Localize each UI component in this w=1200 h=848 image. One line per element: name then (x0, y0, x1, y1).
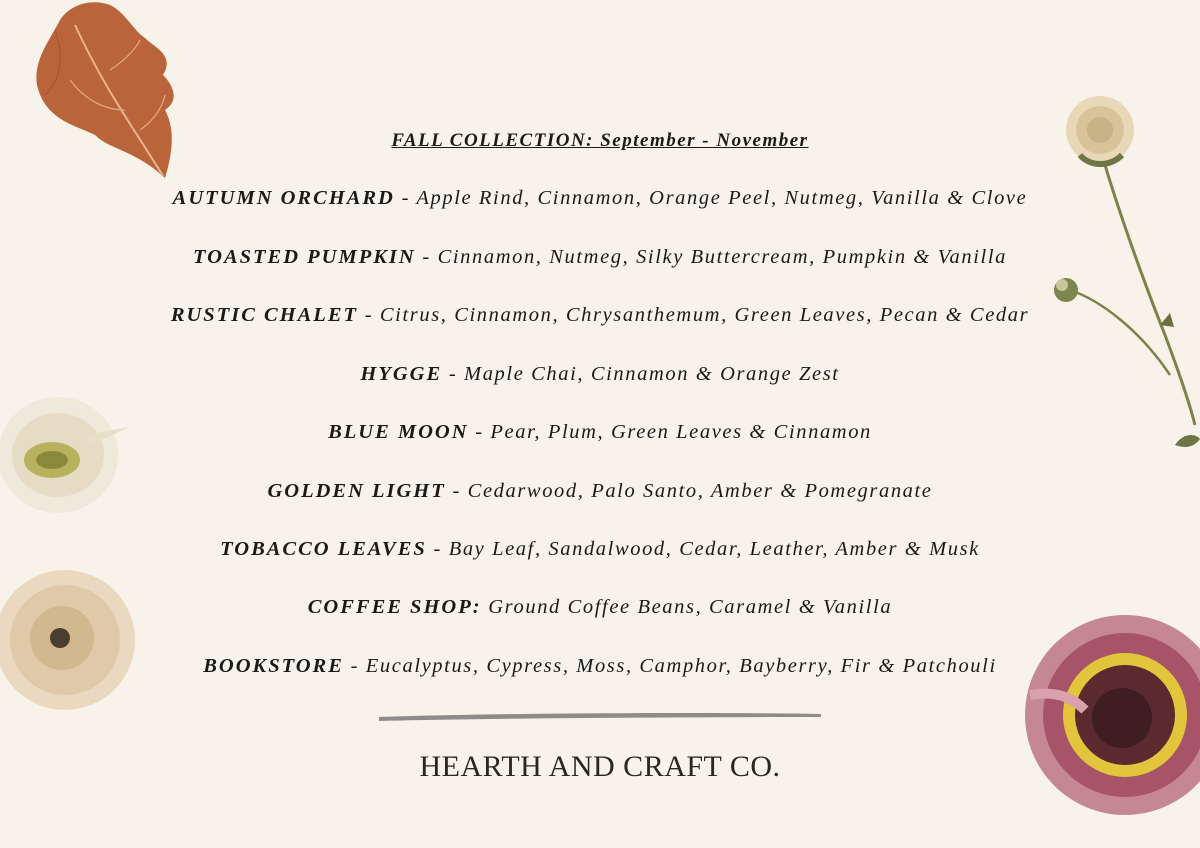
cream-dried-flower-illustration (0, 558, 140, 723)
scent-separator: - (468, 421, 491, 443)
scent-name: TOBACCO LEAVES (220, 538, 427, 560)
pink-dried-flower-illustration (1010, 600, 1200, 820)
brush-divider (375, 708, 825, 724)
scent-item (0, 655, 1200, 678)
scent-item (0, 421, 1200, 444)
white-dried-flower-illustration (0, 390, 140, 525)
scent-notes: Cinnamon, Nutmeg, Silky Buttercream, Pumpkin & Vanilla (437, 246, 1007, 268)
scent-item (0, 304, 1200, 327)
scent-separator: - (394, 187, 417, 209)
scent-notes: Apple Rind, Cinnamon, Orange Peel, Nutmeg, Vanilla & Clove (416, 187, 1028, 209)
scent-notes: Pear, Plum, Green Leaves & Cinnamon (490, 421, 872, 443)
scent-notes: Bay Leaf, Sandalwood, Cedar, Leather, Amber & Musk (448, 538, 980, 560)
scent-separator: - (445, 480, 468, 502)
scent-separator: - (426, 538, 449, 560)
scent-item (0, 538, 1200, 561)
scent-name: BOOKSTORE (203, 655, 344, 677)
scent-item (0, 246, 1200, 269)
scent-item (0, 363, 1200, 386)
scent-name: TOASTED PUMPKIN (192, 246, 416, 268)
scent-notes: Ground Coffee Beans, Caramel & Vanilla (488, 596, 893, 618)
scent-item (0, 596, 1200, 619)
scent-separator: - (358, 304, 380, 326)
brand-name: HEARTH AND CRAFT CO. (419, 750, 781, 783)
scent-item (0, 480, 1200, 503)
scent-separator: - (415, 246, 438, 268)
scent-notes: Cedarwood, Palo Santo, Amber & Pomegranate (467, 480, 933, 502)
scent-item (0, 187, 1200, 210)
scent-notes: Eucalyptus, Cypress, Moss, Camphor, Bayberry, Fir & Patchouli (365, 655, 997, 677)
scent-name: BLUE MOON (328, 421, 469, 443)
scent-notes: Citrus, Cinnamon, Chrysanthemum, Green Leaves, Pecan & Cedar (379, 304, 1030, 326)
collection-heading: FALL COLLECTION: September - November (391, 130, 809, 151)
scent-notes: Maple Chai, Cinnamon & Orange Zest (464, 363, 840, 385)
scent-name: HYGGE (360, 363, 443, 385)
scent-separator: - (442, 363, 465, 385)
autumn-leaf-illustration (15, 0, 180, 185)
scent-name: GOLDEN LIGHT (267, 480, 446, 502)
scent-name: RUSTIC CHALET (170, 304, 359, 326)
scent-separator: - (343, 655, 366, 677)
scent-name: COFFEE SHOP: (307, 596, 482, 618)
scent-name: AUTUMN ORCHARD (172, 187, 395, 209)
